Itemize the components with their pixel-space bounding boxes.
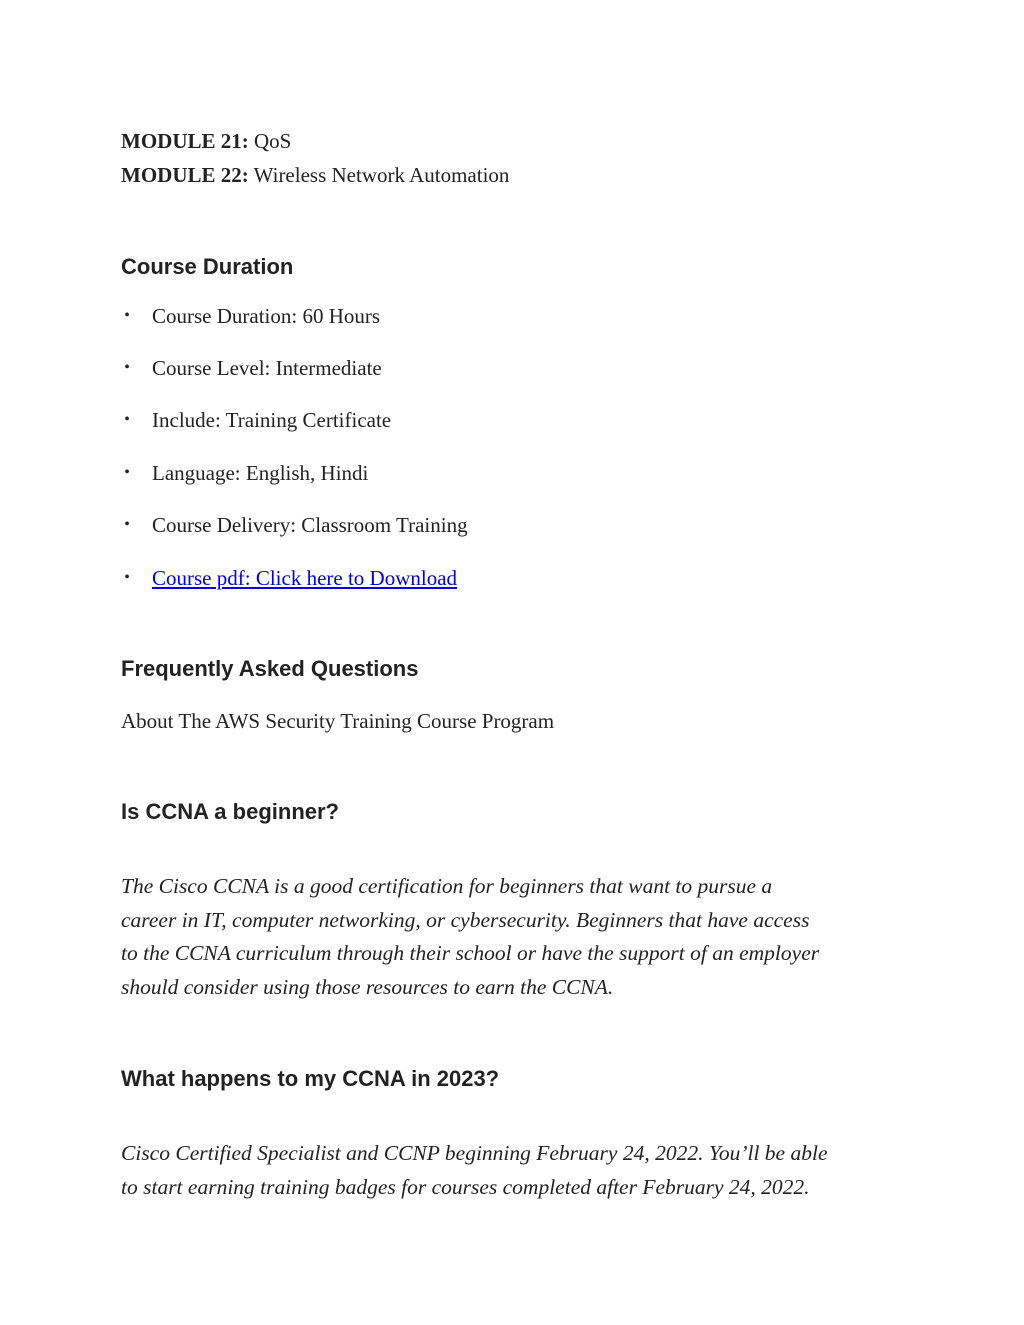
- answer-line: should consider using those resources to earn the CCNA.: [121, 974, 614, 999]
- faq-question-2: What happens to my CCNA in 2023?: [121, 1066, 500, 1091]
- list-item-text: Language: English, Hindi: [152, 461, 369, 485]
- answer-line: The Cisco CCNA is a good certification for beginners that want to pursue a: [121, 874, 773, 898]
- bullet-icon: •: [124, 516, 130, 533]
- answer-line: to the CCNA curriculum through their school or have the support of an employer: [121, 941, 820, 965]
- answer-line: Cisco Certified Specialist and CCNP beginning February 24, 2022. You’ll be able: [121, 1141, 828, 1165]
- module-21-label: MODULE 21:: [121, 129, 249, 153]
- answer-line: to start earning training badges for courses completed after February 24, 2022.: [121, 1174, 810, 1199]
- faq-heading: Frequently Asked Questions: [121, 656, 419, 681]
- answer-line: career in IT, computer networking, or cybersecurity. Beginners that have access: [121, 907, 810, 932]
- faq-question-1: Is CCNA a beginner?: [121, 799, 339, 824]
- module-21-line: [121, 124, 291, 158]
- module-22-label: MODULE 22:: [121, 163, 249, 187]
- list-item-text: Include: Training Certificate: [152, 408, 392, 432]
- course-pdf-download-link[interactable]: Course pdf: Click here to Download: [152, 566, 458, 590]
- faq-answer-2: [121, 1137, 911, 1204]
- bullet-icon: •: [124, 464, 130, 481]
- list-item-text: [152, 564, 457, 592]
- faq-subtitle: About The AWS Security Training Course Program: [121, 709, 555, 733]
- bullet-icon: •: [124, 359, 130, 376]
- module-22-value: Wireless Network Automation: [253, 163, 510, 187]
- list-item-text: Course Duration: 60 Hours: [152, 304, 381, 328]
- bullet-icon: •: [124, 411, 130, 428]
- module-21-value: QoS: [254, 129, 292, 153]
- list-item-text: Course Delivery: Classroom Training: [152, 513, 468, 537]
- module-22-line: [121, 158, 509, 192]
- faq-answer-1: [121, 870, 911, 1004]
- bullet-icon: •: [124, 569, 130, 586]
- course-duration-heading: Course Duration: [121, 254, 294, 279]
- bullet-icon: •: [124, 307, 130, 324]
- list-item-text: Course Level: Intermediate: [152, 356, 382, 380]
